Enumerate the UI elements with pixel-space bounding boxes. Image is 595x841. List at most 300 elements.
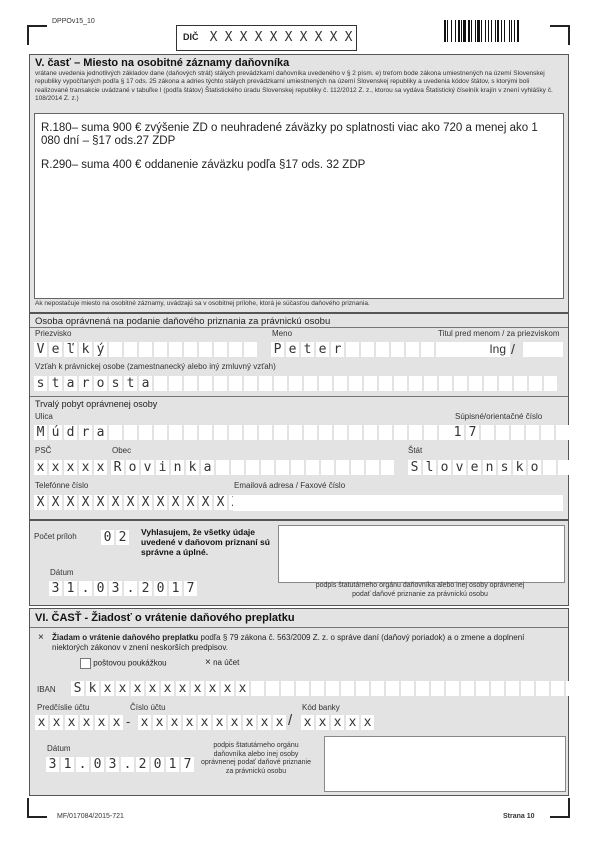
char-cell [169,425,182,440]
char-cell: x [236,681,249,696]
char-cell [109,342,122,357]
surname-label: Priezvisko [35,329,72,338]
char-cell [154,342,167,357]
char-cell: x [213,715,226,730]
char-cell: x [64,460,77,475]
iban-field[interactable] [71,681,579,696]
char-cell: o [126,460,139,475]
char-cell: x [146,681,159,696]
char-cell: X [207,30,220,45]
char-cell: a [139,376,152,391]
barcode-bar [514,20,515,42]
char-cell [349,425,362,440]
relation-field[interactable] [34,376,557,391]
email-label: Emailová adresa / Faxové číslo [234,481,346,490]
char-cell [526,425,539,440]
char-cell [319,376,332,391]
bank-code-label: Kód banky [302,703,340,712]
declaration-date-field[interactable] [49,581,197,596]
name-field[interactable] [271,342,449,357]
form-code: DPPOv15_10 [52,18,95,25]
char-cell: 0 [91,757,104,772]
house-number-label: Súpisné/orientačné číslo [455,412,543,421]
char-cell: X [199,495,212,510]
house-number-field[interactable] [451,425,569,440]
char-cell [376,342,389,357]
char-cell [109,425,122,440]
char-cell: 3 [106,757,119,772]
char-cell [544,376,557,391]
name-label: Meno [272,329,293,338]
char-cell: . [79,581,92,596]
account-label: na účet [213,658,240,667]
psc-field[interactable] [34,460,107,475]
char-cell: X [312,30,325,45]
char-cell: x [95,715,108,730]
barcode-bar [485,20,486,42]
char-cell: x [331,715,344,730]
char-cell: X [342,30,355,45]
section-6-panel [29,608,569,796]
barcode-bar [517,20,519,42]
barcode-bar [444,20,446,42]
degree-before-field[interactable]: Ing [436,342,510,357]
declaration-date-label: Dátum [50,568,74,577]
char-cell: x [50,715,63,730]
char-cell [336,460,349,475]
char-cell [469,376,482,391]
barcode-bar [509,20,510,42]
char-cell: X [94,495,107,510]
char-cell: x [79,460,92,475]
char-cell: 1 [64,581,77,596]
char-cell: a [201,460,214,475]
char-cell: x [361,715,374,730]
char-cell [496,425,509,440]
char-cell [259,425,272,440]
corner-mark-top-right [550,25,570,45]
char-cell: s [498,460,511,475]
street-label: Ulica [35,412,53,421]
char-cell [244,376,257,391]
char-cell [266,681,279,696]
account-number-label: Číslo účtu [130,703,166,712]
char-cell [244,342,257,357]
char-cell: x [131,681,144,696]
char-cell [139,425,152,440]
char-cell [259,376,272,391]
state-field[interactable] [408,460,571,475]
char-cell [379,376,392,391]
barcode-bar [468,20,470,42]
char-cell: 3 [46,757,59,772]
char-cell: . [124,581,137,596]
char-cell: ľ [64,342,77,357]
char-cell [409,425,422,440]
char-cell: x [138,715,151,730]
char-cell: 1 [61,757,74,772]
char-cell [231,460,244,475]
char-cell: X [237,30,250,45]
char-cell [349,376,362,391]
refund-date-field[interactable] [46,757,194,772]
char-cell: x [116,681,129,696]
barcode-bar [471,20,472,42]
char-cell: 7 [181,757,194,772]
char-cell [326,681,339,696]
postal-order-label: poštovou poukážkou [93,658,167,668]
char-cell: i [156,460,169,475]
char-cell: t [301,342,314,357]
char-cell: x [273,715,286,730]
street-field[interactable] [34,425,452,440]
char-cell [214,342,227,357]
char-cell: X [64,495,77,510]
char-cell [229,376,242,391]
char-cell [409,376,422,391]
char-cell [506,681,519,696]
char-cell [199,342,212,357]
char-cell [371,681,384,696]
char-cell: X [252,30,265,45]
char-cell: x [49,460,62,475]
char-cell [229,342,242,357]
declaration-statement: Vyhlasujem, že všetky údaje uvedené v daňovom priznaní sú správne a úplné. [141,527,270,557]
char-cell [424,376,437,391]
char-cell: x [243,715,256,730]
char-cell: a [94,425,107,440]
char-cell: X [79,495,92,510]
char-cell [274,425,287,440]
char-cell [416,681,429,696]
char-cell: ý [94,342,107,357]
char-cell [124,342,137,357]
char-cell [251,681,264,696]
char-cell [304,425,317,440]
char-cell: X [297,30,310,45]
char-cell [229,425,242,440]
char-cell [529,376,542,391]
barcode-bar [501,20,502,42]
char-cell: n [483,460,496,475]
account-checkbox[interactable]: × [205,657,211,668]
char-cell [543,460,556,475]
char-cell [364,376,377,391]
char-cell [366,460,379,475]
char-cell [566,681,579,696]
char-cell: X [34,495,47,510]
char-cell [361,342,374,357]
notes-area[interactable] [34,113,564,299]
section-5-title: V. časť – Miesto na osobitné záznamy daňovníka [35,57,290,69]
char-cell: 0 [154,581,167,596]
char-cell [274,376,287,391]
char-cell [311,681,324,696]
state-label: Štát [408,446,423,455]
postal-order-option[interactable] [80,658,167,669]
barcode-bar [463,20,466,42]
account-option[interactable] [205,657,239,668]
char-cell: . [76,757,89,772]
char-cell [154,376,167,391]
char-cell: X [154,495,167,510]
char-cell [556,425,569,440]
char-cell [281,681,294,696]
char-cell: x [316,715,329,730]
barcode-bar [475,20,476,42]
declaration-signature-caption: podpis štatutárneho orgánu daňovníka alebo inej osoby oprávnenej podať daňové priznanie za právnickú osobu [315,582,525,598]
char-cell [431,681,444,696]
phone-field[interactable] [34,495,242,510]
char-cell [246,460,259,475]
char-cell [289,376,302,391]
char-cell: 2 [136,757,149,772]
barcode-bar [504,20,505,42]
char-cell: e [316,342,329,357]
section-5-panel [29,54,569,313]
char-cell [391,342,404,357]
char-cell: P [271,342,284,357]
char-cell: x [301,715,314,730]
char-cell: S [408,460,421,475]
char-cell: o [94,376,107,391]
dic-label: DIČ [183,32,199,42]
char-cell: 1 [451,425,464,440]
char-cell [481,425,494,440]
account-number-field[interactable] [138,715,286,730]
corner-mark-bottom-left [27,798,47,818]
char-cell [558,460,571,475]
char-cell: R [111,460,124,475]
barcode-bar [491,20,492,42]
char-cell: x [191,681,204,696]
char-cell: x [101,681,114,696]
char-cell: o [528,460,541,475]
account-prefix-field[interactable] [35,715,123,730]
char-cell [446,681,459,696]
refund-request-rest: podľa § 79 zákona č. 563/2009 Z. z. o správe daní (daňový poriadok) a o zmene a doplnení niektorých zákonov v znení neskorších predpisov. [52,633,525,652]
char-cell [536,681,549,696]
char-cell: S [71,681,84,696]
barcode-icon [444,20,540,42]
char-cell: r [79,425,92,440]
char-cell: e [49,342,62,357]
char-cell: x [346,715,359,730]
char-cell [541,425,554,440]
degree-after-field[interactable] [523,342,563,357]
barcode-bar [477,20,480,42]
char-cell [261,460,274,475]
char-cell: 0 [94,581,107,596]
char-cell [424,425,437,440]
char-cell: k [79,342,92,357]
char-cell: x [65,715,78,730]
attachments-count-field[interactable] [101,530,129,545]
char-cell: 3 [109,581,122,596]
char-cell: x [228,715,241,730]
char-cell [406,342,419,357]
char-cell: k [513,460,526,475]
char-cell [394,376,407,391]
barcode-bar [488,20,489,42]
char-cell: X [222,30,235,45]
page-number: Strana 10 [503,813,535,820]
char-cell [289,425,302,440]
char-cell: 7 [184,581,197,596]
char-cell [421,342,434,357]
char-cell: s [109,376,122,391]
char-cell [401,681,414,696]
residence-label: Trvalý pobyt oprávnenej osoby [35,399,158,409]
char-cell [199,376,212,391]
degree-separator: / [511,341,515,357]
char-cell [276,460,289,475]
char-cell: x [206,681,219,696]
char-cell: X [109,495,122,510]
barcode-bar [451,20,452,42]
char-cell [394,425,407,440]
char-cell: k [86,681,99,696]
authorized-person-panel [29,313,569,520]
char-cell: x [35,715,48,730]
char-cell: 0 [151,757,164,772]
psc-label: PSČ [35,446,52,455]
account-prefix-label: Predčíslie účtu [37,703,90,712]
char-cell: 3 [49,581,62,596]
prefix-dash: - [126,714,131,729]
barcode-bar [447,20,448,42]
city-field[interactable] [111,460,394,475]
signature-box-declaration[interactable] [278,525,565,583]
section-5-intro: vrátane uvedenia jednotlivých základov dane (daňových strát) stálych prevádzkarní daňovníka uvedeného v § 2 písm. e) treťom bode zákona umiestnených na území Slovenskej republiky vypočítaných podľa § 17 ods. 25 zákona a adries týchto stálych prevádzkarní umiestnených na území Slovenskej republiky a uvedenia kódov štátov, s ktorými boli realizované transakcie uvádzané v tabuľke I (podľa štátov) Štatistického úradu Slovenskej republiky č. 112/2012 Z. z., ktorou sa vydáva Štatistický číselník krajín v znení vyhlášky č. 108/2014 Z. z.) [35,70,553,103]
section-5-footnote: Ak nepostačuje miesto na osobitné záznamy, uvádzajú sa v osobitnej prílohe, ktorá je súčasťou daňového priznania. [35,300,370,307]
char-cell [341,681,354,696]
char-cell: x [221,681,234,696]
char-cell: x [161,681,174,696]
refund-signature-caption: podpis štatutárneho orgánu daňovníka alebo inej osoby oprávnenej podať daňové priznanie za právnickú osobu [200,742,312,775]
bank-code-field[interactable] [301,715,374,730]
char-cell [124,425,137,440]
char-cell [346,342,359,357]
char-cell [356,681,369,696]
char-cell [461,681,474,696]
relation-label: Vzťah k právnickej osobe (zamestnanecký alebo iný zmluvný vzťah) [35,362,276,371]
char-cell: X [139,495,152,510]
refund-request-checkbox[interactable]: × [38,632,44,643]
char-cell: x [168,715,181,730]
char-cell [499,376,512,391]
char-cell: x [153,715,166,730]
char-cell [304,376,317,391]
surname-field[interactable] [34,342,257,357]
char-cell: 1 [169,581,182,596]
char-cell: x [198,715,211,730]
char-cell: X [267,30,280,45]
char-cell: V [34,342,47,357]
char-cell [551,681,564,696]
barcode-bar [458,20,460,42]
barcode-bar [495,20,496,42]
char-cell [379,425,392,440]
char-cell: X [282,30,295,45]
char-cell [214,425,227,440]
char-cell: 2 [116,530,129,545]
char-cell: X [184,495,197,510]
char-cell [184,342,197,357]
char-cell: r [331,342,344,357]
char-cell: x [80,715,93,730]
postal-order-checkbox[interactable] [80,658,91,669]
phone-label: Telefónne číslo [35,481,89,490]
char-cell: n [171,460,184,475]
char-cell [476,681,489,696]
char-cell: X [169,495,182,510]
char-cell [139,342,152,357]
email-field[interactable] [233,495,563,511]
char-cell: X [124,495,137,510]
char-cell: x [176,681,189,696]
char-cell [214,376,227,391]
char-cell: d [64,425,77,440]
section-6-title: VI. ČASŤ - Žiadosť o vrátenie daňového preplatku [35,612,295,624]
char-cell [184,376,197,391]
person-section-title: Osoba oprávnená na podanie daňového priznania za právnickú osobu [35,316,331,327]
barcode-bar [497,20,499,42]
iban-label: IBAN [37,685,56,694]
char-cell [169,376,182,391]
bank-slash: / [288,712,293,729]
note-1: R.180– suma 900 € zvýšenie ZD o neuhradené záväzky po splatnosti viac ako 720 a menej ako 1 080 dní – §17 ods.27 ZDP [41,122,538,147]
degree-label: Titul pred menom / za priezviskom [438,329,560,338]
char-cell [184,425,197,440]
signature-box-refund[interactable] [324,736,566,792]
city-label: Obec [112,446,132,455]
char-cell: t [124,376,137,391]
dic-box [176,25,357,51]
barcode-bar [511,20,512,42]
char-cell: x [183,715,196,730]
refund-date-label: Dátum [47,744,71,753]
char-cell [306,460,319,475]
refund-request-bold: Žiadam o vrátenie daňového preplatku [52,633,199,642]
char-cell [484,376,497,391]
char-cell [364,425,377,440]
char-cell [291,460,304,475]
char-cell [514,376,527,391]
dic-cells[interactable] [207,30,355,45]
char-cell: x [258,715,271,730]
char-cell: v [453,460,466,475]
char-cell [216,460,229,475]
char-cell: ú [49,425,62,440]
declaration-panel [29,520,569,606]
char-cell [244,425,257,440]
char-cell: v [141,460,154,475]
char-cell [296,681,309,696]
char-cell: l [423,460,436,475]
char-cell: r [79,376,92,391]
char-cell: o [438,460,451,475]
char-cell [491,681,504,696]
char-cell: s [34,376,47,391]
attachments-label: Počet príloh [34,532,77,541]
char-cell [351,460,364,475]
barcode-bar [461,20,462,42]
char-cell: k [186,460,199,475]
char-cell [454,376,467,391]
corner-mark-bottom-right [550,798,570,818]
char-cell [439,376,452,391]
